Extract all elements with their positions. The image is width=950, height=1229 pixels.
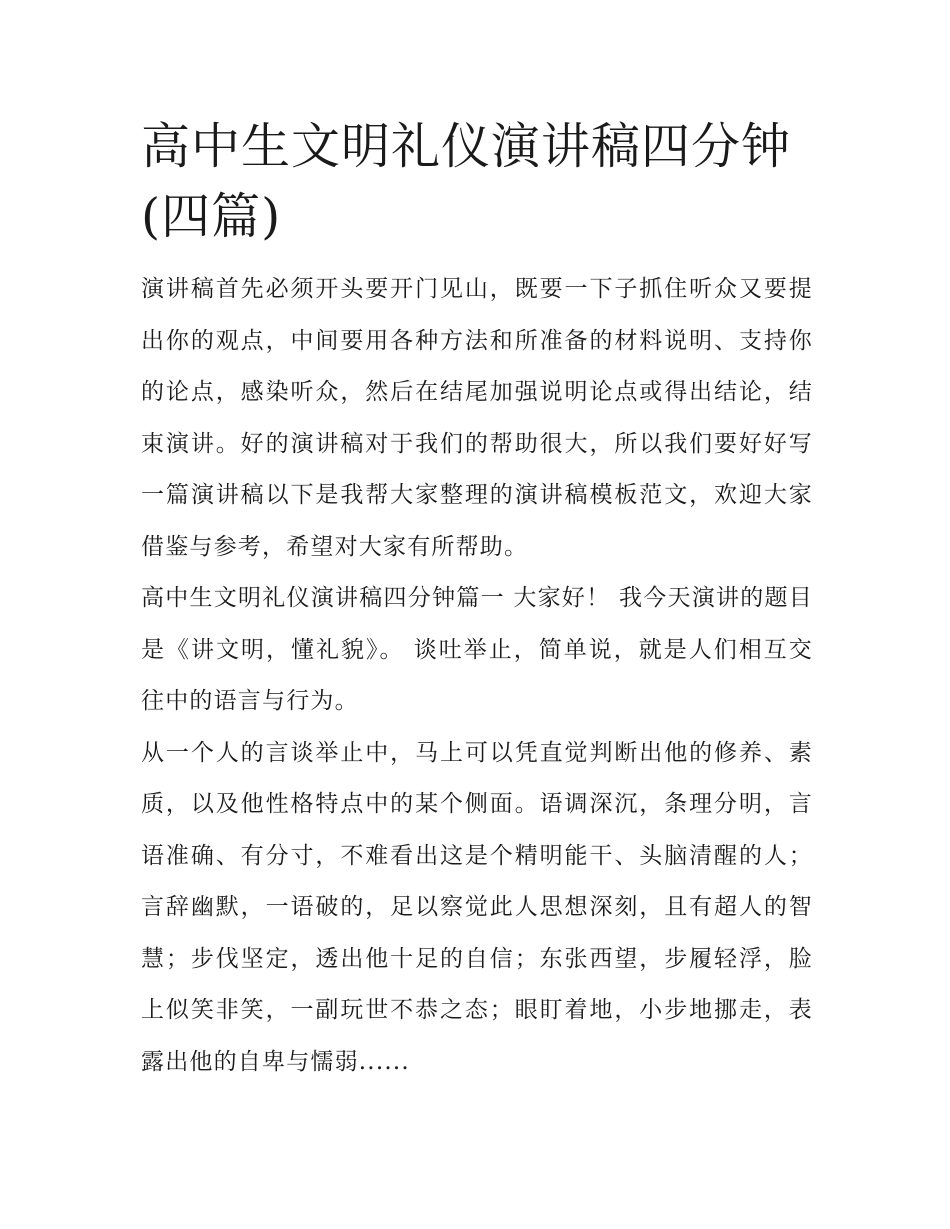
intro-paragraph: 演讲稿首先必须开头要开门见山，既要一下子抓住听众又要提出你的观点，中间要用各种方法和所准备的材料说明、支持你的论点，感染听众，然后在结尾加强说明论点或得出结论，结束演讲。好的演讲稿对于我们的帮助很大，所以我们要好好写一篇演讲稿以下是我帮大家整理的演讲稿模板范文，欢迎大家借鉴与参考，希望对大家有所帮助。 <box>141 276 813 560</box>
speech-body-paragraph: 从一个人的言谈举止中，马上可以凭直觉判断出他的修养、素质，以及他性格特点中的某个侧面。语调深沉，条理分明，言语准确、有分寸，不难看出这是个精明能干、头脑清醒的人；言辞幽默，一语破的，足以察觉此人思想深刻，且有超人的智慧；步伐坚定，透出他十足的自信；东张西望，步履轻浮，脸上似笑非笑，一副玩世不恭之态；眼盯着地，小步地挪走，表露出他的自卑与懦弱...... <box>141 739 813 1075</box>
document-body <box>141 112 813 1088</box>
speech-opening-paragraph: 高中生文明礼仪演讲稿四分钟篇一 大家好！ 我今天演讲的题目是《讲文明，懂礼貌》。 谈吐举止，简单说，就是人们相互交往中的语言与行为。 <box>141 585 813 714</box>
document-title: 高中生文明礼仪演讲稿四分钟(四篇) <box>141 118 792 245</box>
